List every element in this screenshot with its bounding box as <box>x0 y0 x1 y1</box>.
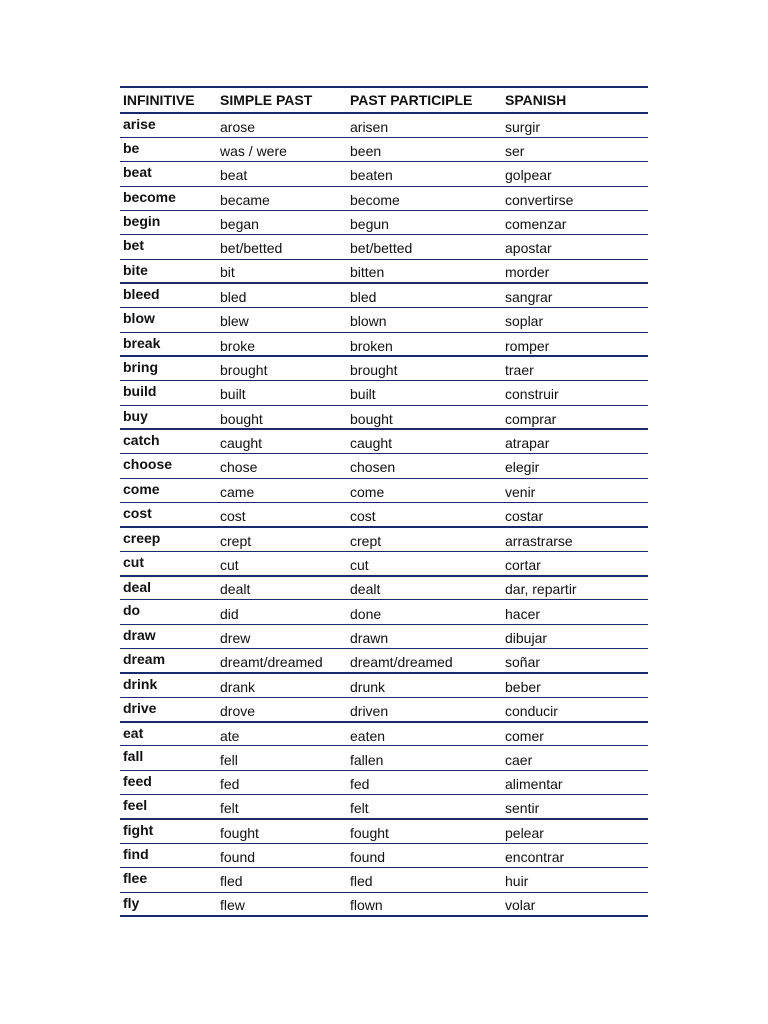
cell-simple-past: bit <box>217 259 347 283</box>
cell-spanish: apostar <box>502 235 648 259</box>
table-row <box>120 259 648 283</box>
cell-infinitive: deal <box>120 576 217 600</box>
cell-infinitive: be <box>120 137 217 161</box>
cell-past-participle: bet/betted <box>347 235 502 259</box>
cell-spanish: romper <box>502 332 648 356</box>
cell-past-participle: drunk <box>347 673 502 697</box>
table-row <box>120 186 648 210</box>
cell-simple-past: caught <box>217 429 347 453</box>
cell-spanish: huir <box>502 868 648 892</box>
cell-past-participle: built <box>347 381 502 405</box>
cell-spanish: dar, repartir <box>502 576 648 600</box>
cell-spanish: arrastrarse <box>502 527 648 551</box>
cell-simple-past: brought <box>217 356 347 380</box>
table-row <box>120 819 648 843</box>
table-row <box>120 405 648 429</box>
cell-infinitive: become <box>120 186 217 210</box>
table-row <box>120 356 648 380</box>
cell-spanish: venir <box>502 478 648 502</box>
header-infinitive: INFINITIVE <box>120 87 217 113</box>
cell-spanish: dibujar <box>502 624 648 648</box>
table-row <box>120 454 648 478</box>
cell-infinitive: blow <box>120 308 217 332</box>
cell-simple-past: was / were <box>217 137 347 161</box>
cell-past-participle: become <box>347 186 502 210</box>
cell-past-participle: crept <box>347 527 502 551</box>
cell-past-participle: broken <box>347 332 502 356</box>
table-row <box>120 137 648 161</box>
cell-simple-past: bled <box>217 283 347 307</box>
cell-infinitive: cost <box>120 503 217 527</box>
cell-simple-past: chose <box>217 454 347 478</box>
cell-simple-past: found <box>217 843 347 867</box>
cell-simple-past: bet/betted <box>217 235 347 259</box>
cell-past-participle: bled <box>347 283 502 307</box>
table-row <box>120 527 648 551</box>
cell-infinitive: bet <box>120 235 217 259</box>
cell-simple-past: beat <box>217 162 347 186</box>
cell-infinitive: choose <box>120 454 217 478</box>
table-row <box>120 429 648 453</box>
table-row <box>120 332 648 356</box>
cell-infinitive: beat <box>120 162 217 186</box>
cell-spanish: encontrar <box>502 843 648 867</box>
cell-simple-past: bought <box>217 405 347 429</box>
cell-past-participle: done <box>347 600 502 624</box>
table-row <box>120 113 648 137</box>
cell-spanish: volar <box>502 892 648 916</box>
cell-spanish: hacer <box>502 600 648 624</box>
cell-past-participle: dreamt/dreamed <box>347 649 502 673</box>
cell-infinitive: draw <box>120 624 217 648</box>
table-row <box>120 210 648 234</box>
cell-infinitive: bleed <box>120 283 217 307</box>
cell-spanish: elegir <box>502 454 648 478</box>
cell-spanish: comer <box>502 722 648 746</box>
cell-spanish: soplar <box>502 308 648 332</box>
cell-infinitive: creep <box>120 527 217 551</box>
cell-simple-past: drew <box>217 624 347 648</box>
cell-infinitive: arise <box>120 113 217 137</box>
header-past-participle: PAST PARTICIPLE <box>347 87 502 113</box>
cell-simple-past: fed <box>217 770 347 794</box>
table-row <box>120 576 648 600</box>
cell-simple-past: came <box>217 478 347 502</box>
cell-spanish: ser <box>502 137 648 161</box>
table-row <box>120 283 648 307</box>
cell-simple-past: broke <box>217 332 347 356</box>
cell-infinitive: bring <box>120 356 217 380</box>
table-row <box>120 843 648 867</box>
cell-past-participle: felt <box>347 795 502 819</box>
cell-infinitive: cut <box>120 551 217 575</box>
table-row <box>120 770 648 794</box>
table-row <box>120 381 648 405</box>
cell-simple-past: blew <box>217 308 347 332</box>
cell-spanish: comenzar <box>502 210 648 234</box>
cell-past-participle: brought <box>347 356 502 380</box>
cell-simple-past: felt <box>217 795 347 819</box>
header-simple-past: SIMPLE PAST <box>217 87 347 113</box>
cell-spanish: atrapar <box>502 429 648 453</box>
cell-infinitive: catch <box>120 429 217 453</box>
table-row <box>120 503 648 527</box>
cell-infinitive: come <box>120 478 217 502</box>
table-row <box>120 697 648 721</box>
cell-past-participle: begun <box>347 210 502 234</box>
cell-infinitive: feel <box>120 795 217 819</box>
cell-spanish: conducir <box>502 697 648 721</box>
cell-past-participle: chosen <box>347 454 502 478</box>
cell-infinitive: build <box>120 381 217 405</box>
cell-past-participle: cut <box>347 551 502 575</box>
cell-infinitive: begin <box>120 210 217 234</box>
cell-spanish: morder <box>502 259 648 283</box>
cell-past-participle: fallen <box>347 746 502 770</box>
cell-past-participle: flown <box>347 892 502 916</box>
table-row <box>120 308 648 332</box>
cell-spanish: convertirse <box>502 186 648 210</box>
cell-infinitive: find <box>120 843 217 867</box>
cell-infinitive: break <box>120 332 217 356</box>
cell-past-participle: found <box>347 843 502 867</box>
cell-past-participle: eaten <box>347 722 502 746</box>
cell-simple-past: crept <box>217 527 347 551</box>
cell-infinitive: buy <box>120 405 217 429</box>
cell-infinitive: dream <box>120 649 217 673</box>
cell-simple-past: built <box>217 381 347 405</box>
cell-past-participle: beaten <box>347 162 502 186</box>
cell-infinitive: feed <box>120 770 217 794</box>
table-row <box>120 868 648 892</box>
cell-simple-past: fell <box>217 746 347 770</box>
cell-past-participle: dealt <box>347 576 502 600</box>
table-row <box>120 892 648 916</box>
cell-spanish: alimentar <box>502 770 648 794</box>
cell-infinitive: eat <box>120 722 217 746</box>
cell-infinitive: fight <box>120 819 217 843</box>
cell-infinitive: fall <box>120 746 217 770</box>
cell-spanish: cortar <box>502 551 648 575</box>
cell-past-participle: cost <box>347 503 502 527</box>
table-body <box>120 113 648 916</box>
table-row <box>120 673 648 697</box>
cell-past-participle: fled <box>347 868 502 892</box>
cell-simple-past: fought <box>217 819 347 843</box>
cell-infinitive: bite <box>120 259 217 283</box>
table-row <box>120 600 648 624</box>
cell-past-participle: driven <box>347 697 502 721</box>
table-row <box>120 235 648 259</box>
cell-simple-past: dreamt/dreamed <box>217 649 347 673</box>
cell-simple-past: drove <box>217 697 347 721</box>
cell-spanish: golpear <box>502 162 648 186</box>
cell-spanish: comprar <box>502 405 648 429</box>
cell-simple-past: fled <box>217 868 347 892</box>
cell-simple-past: arose <box>217 113 347 137</box>
cell-past-participle: fought <box>347 819 502 843</box>
cell-spanish: construir <box>502 381 648 405</box>
cell-simple-past: became <box>217 186 347 210</box>
table-row <box>120 162 648 186</box>
table-row <box>120 624 648 648</box>
cell-spanish: traer <box>502 356 648 380</box>
cell-past-participle: arisen <box>347 113 502 137</box>
cell-simple-past: did <box>217 600 347 624</box>
cell-infinitive: drink <box>120 673 217 697</box>
cell-spanish: beber <box>502 673 648 697</box>
cell-spanish: soñar <box>502 649 648 673</box>
cell-past-participle: been <box>347 137 502 161</box>
cell-spanish: sangrar <box>502 283 648 307</box>
table-row <box>120 722 648 746</box>
cell-simple-past: ate <box>217 722 347 746</box>
cell-spanish: sentir <box>502 795 648 819</box>
cell-spanish: pelear <box>502 819 648 843</box>
cell-past-participle: caught <box>347 429 502 453</box>
cell-infinitive: fly <box>120 892 217 916</box>
cell-simple-past: cut <box>217 551 347 575</box>
cell-infinitive: flee <box>120 868 217 892</box>
cell-past-participle: come <box>347 478 502 502</box>
header-spanish: SPANISH <box>502 87 648 113</box>
cell-simple-past: dealt <box>217 576 347 600</box>
cell-past-participle: bought <box>347 405 502 429</box>
cell-simple-past: began <box>217 210 347 234</box>
cell-simple-past: flew <box>217 892 347 916</box>
cell-past-participle: drawn <box>347 624 502 648</box>
cell-infinitive: drive <box>120 697 217 721</box>
table-row <box>120 478 648 502</box>
cell-spanish: surgir <box>502 113 648 137</box>
cell-spanish: costar <box>502 503 648 527</box>
cell-past-participle: fed <box>347 770 502 794</box>
irregular-verbs-table <box>120 86 648 917</box>
cell-past-participle: blown <box>347 308 502 332</box>
table-row <box>120 746 648 770</box>
table-row <box>120 795 648 819</box>
cell-simple-past: cost <box>217 503 347 527</box>
cell-spanish: caer <box>502 746 648 770</box>
cell-infinitive: do <box>120 600 217 624</box>
cell-simple-past: drank <box>217 673 347 697</box>
cell-past-participle: bitten <box>347 259 502 283</box>
table-row <box>120 649 648 673</box>
table-row <box>120 551 648 575</box>
table-header-row <box>120 87 648 113</box>
